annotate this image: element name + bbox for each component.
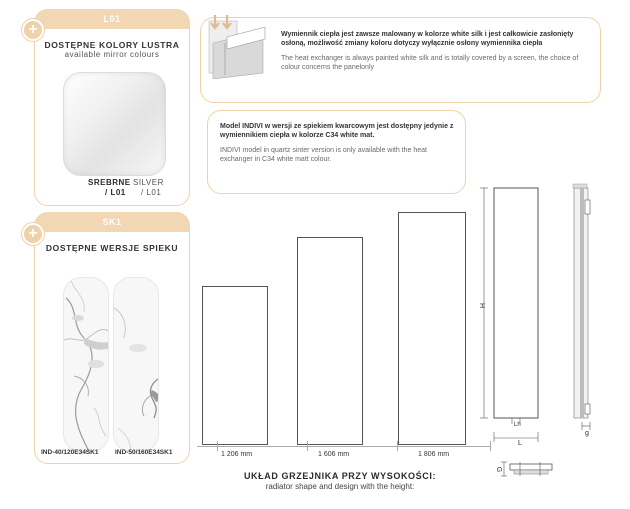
sinter-card-title: DOSTĘPNE WERSJE SPIEKU	[45, 243, 179, 253]
dim-label-h: H	[478, 302, 486, 309]
technical-drawing	[474, 182, 604, 482]
silver-mirror-swatch	[63, 72, 166, 176]
dim-label-g-bottom: G	[495, 466, 503, 473]
plus-icon: +	[22, 223, 44, 245]
dim-label-g-side: g	[585, 430, 589, 437]
radiator-outline-1806	[398, 212, 466, 445]
baseline	[197, 446, 491, 447]
swatch-name-en: SILVER	[133, 178, 164, 187]
baseline-tick	[307, 441, 308, 451]
swatch-name-pl: SREBRNE	[88, 178, 131, 187]
heat-exchanger-note-pl: Wymiennik ciepła jest zawsze malowany w kolorze white silk i jest całkowicie zasłonięty osłoną, możliwość zmiany koloru dotyczy wyłącznie osłony wymiennika ciepła	[281, 31, 574, 47]
model-sinter-note-en: INDIVI model in quartz sinter version is only available with the heat exchanger in C34 white matt colour.	[220, 147, 427, 163]
model-sinter-note-pl: Model INDIVI w wersji ze spiekiem kwarcowym jest dostępny jedynie z wymiennikiem ciepła w kolorze C34 white mat.	[220, 123, 454, 139]
radiator-outline-1606	[297, 237, 363, 445]
height-label-1806: 1 806 mm	[418, 451, 450, 458]
mirror-card-subtitle: available mirror colours	[64, 50, 160, 59]
height-label-1606: 1 606 mm	[318, 451, 350, 458]
heat-exchanger-illustration-icon	[203, 13, 271, 79]
footer-title-pl: UKŁAD GRZEJNIKA PRZY WYSOKOŚCI:	[243, 471, 437, 481]
sinter-versions-card	[34, 212, 190, 464]
sinter-swatch-2	[113, 277, 159, 452]
footer-title-en: radiator shape and design with the height:	[265, 482, 415, 491]
sinter-swatch-2-label: IND-50/160E34SK1	[115, 449, 173, 456]
sinter-card-tab: SK1	[34, 212, 190, 232]
height-label-1206: 1 206 mm	[221, 451, 253, 458]
model-sinter-note	[207, 110, 466, 194]
heat-exchanger-note-en: The heat exchanger is always painted white silk and is totally covered by a screen, the choice of colour concerns the panelonly	[281, 55, 579, 71]
baseline-tick	[217, 441, 218, 451]
mirror-card-tab: L01	[34, 9, 190, 29]
swatch-code-pl: / L01	[105, 188, 126, 197]
baseline-tick	[397, 441, 398, 451]
dim-label-l: L	[518, 440, 522, 447]
dim-label-lh: Lh	[514, 422, 521, 428]
swatch-code-en: / L01	[141, 188, 162, 197]
sinter-swatch-1-label: IND-40/120E34SK1	[41, 449, 99, 456]
mirror-card-title: DOSTĘPNE KOLORY LUSTRA	[44, 40, 180, 50]
mirror-colours-card	[34, 9, 190, 206]
radiator-outline-1206	[202, 286, 268, 445]
sinter-swatch-1	[63, 277, 109, 452]
plus-icon: +	[22, 19, 44, 41]
